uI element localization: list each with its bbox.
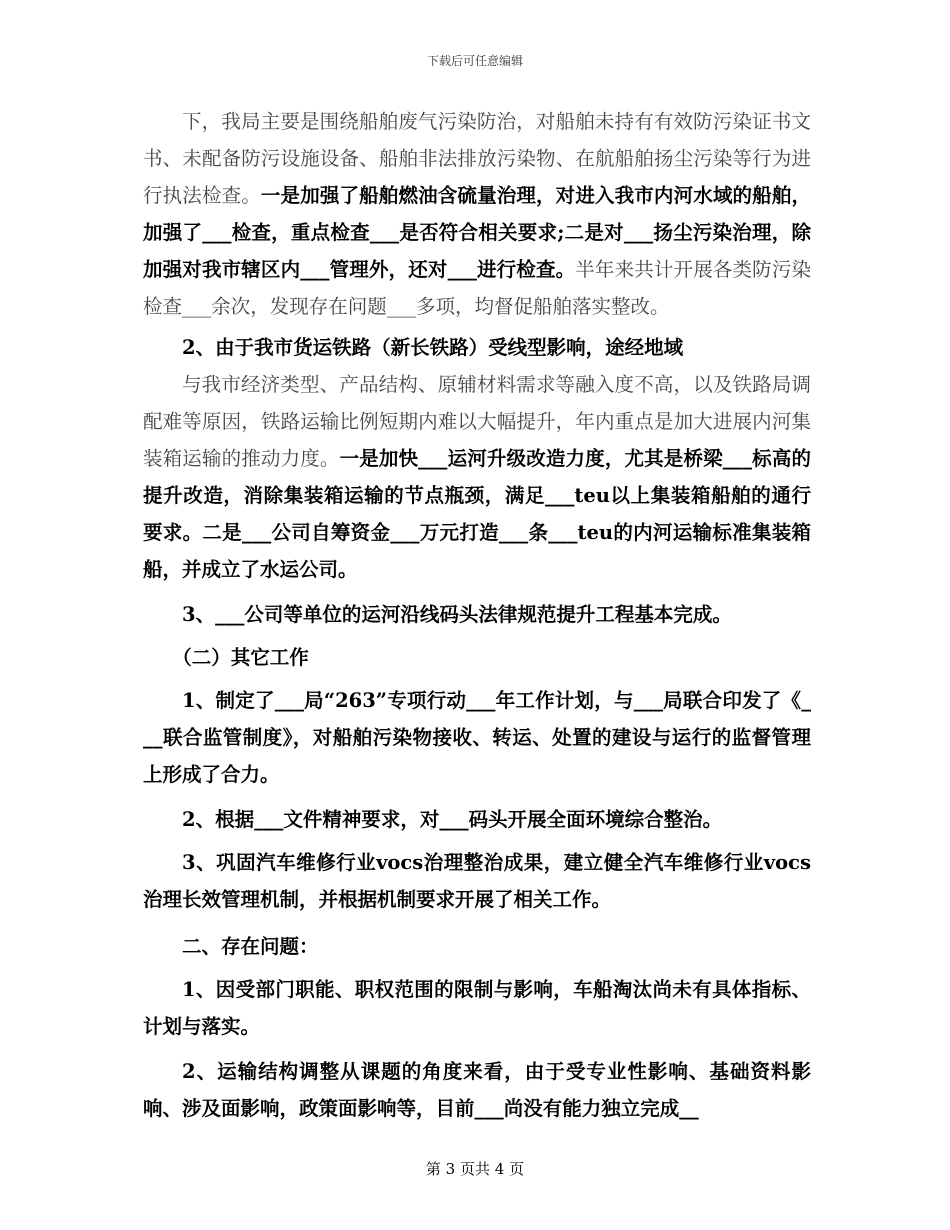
paragraph-container-transport	[143, 366, 811, 588]
page-footer: 第 3 页共 4 页	[425, 1160, 525, 1178]
paragraph-problem-2: 2、运输结构调整从课题的角度来看，由于受专业性影响、基础资料影响、涉及面影响，政策面影响等，目前___尚没有能力独立完成__	[143, 1060, 811, 1120]
paragraph-text: 半年来共计开展各类防污染检查___余次，发现存在问题___多项，均督促船舶落实整改。	[143, 258, 811, 318]
section-heading-other-work: （二）其它工作	[172, 646, 309, 669]
paragraph-dock-rectification: 2、根据___文件精神要求，对___码头开展全面环境综合整治。	[182, 808, 723, 831]
paragraph-bold-text: 一是加强了船舶燃油含硫量治理，对进入我市内河水域的船舶，加强了___检查，重点检查___是否符合相关要求;二是对___扬尘污染治理，除加强对我市辖区内___管理外，还对___进行检查。	[143, 184, 811, 281]
paragraph-railway-heading: 2、由于我市货运铁路（新长铁路）受线型影响，途经地域	[182, 336, 684, 359]
paragraph-bold-text: 一是加快___运河升级改造力度，尤其是桥梁___标高的提升改造，消除集装箱运输的节点瓶颈，满足___teu以上集装箱船舶的通行要求。二是___公司自筹资金___万元打造___条___teu的内河运输标准集装箱船，并成立了水运公司。	[143, 447, 811, 581]
section-heading-problems: 二、存在问题：	[182, 935, 319, 958]
paragraph-dock-upgrade: 3、___公司等单位的运河沿线码头法律规范提升工程基本完成。	[182, 603, 732, 626]
document-body	[143, 103, 811, 1127]
paragraph-text: 与我市经济类型、产品结构、原辅材料需求等融入度不高，以及铁路局调配难等原因，铁路运输比例短期内难以大幅提升，年内重点是加大进展内河集装箱运输的推动力度。	[143, 373, 811, 470]
paragraph-vocs-governance: 3、巩固汽车维修行业vocs治理整治成果，建立健全汽车维修行业vocs治理长效管理机制，并根据机制要求开展了相关工作。	[143, 851, 811, 911]
page-header: 下载后可任意编辑	[426, 54, 523, 68]
paragraph-problem-1: 1、因受部门职能、职权范围的限制与影响，车船淘汰尚未有具体指标、计划与落实。	[143, 978, 811, 1038]
paragraph-text: 下，我局主要是围绕船舶废气污染防治，对船舶未持有有效防污染证书文书、未配备防污设施设备、船舶非法排放污染物、在航船舶扬尘污染等行为进行执法检查。	[143, 110, 811, 207]
paragraph-ship-pollution-inspection	[143, 103, 811, 325]
paragraph-work-plan: 1、制定了___局“263”专项行动___年工作计划，与___局联合印发了《___联合监管制度》，对船舶污染物接收、转运、处置的建设与运行的监督管理上形成了合力。	[143, 689, 811, 786]
